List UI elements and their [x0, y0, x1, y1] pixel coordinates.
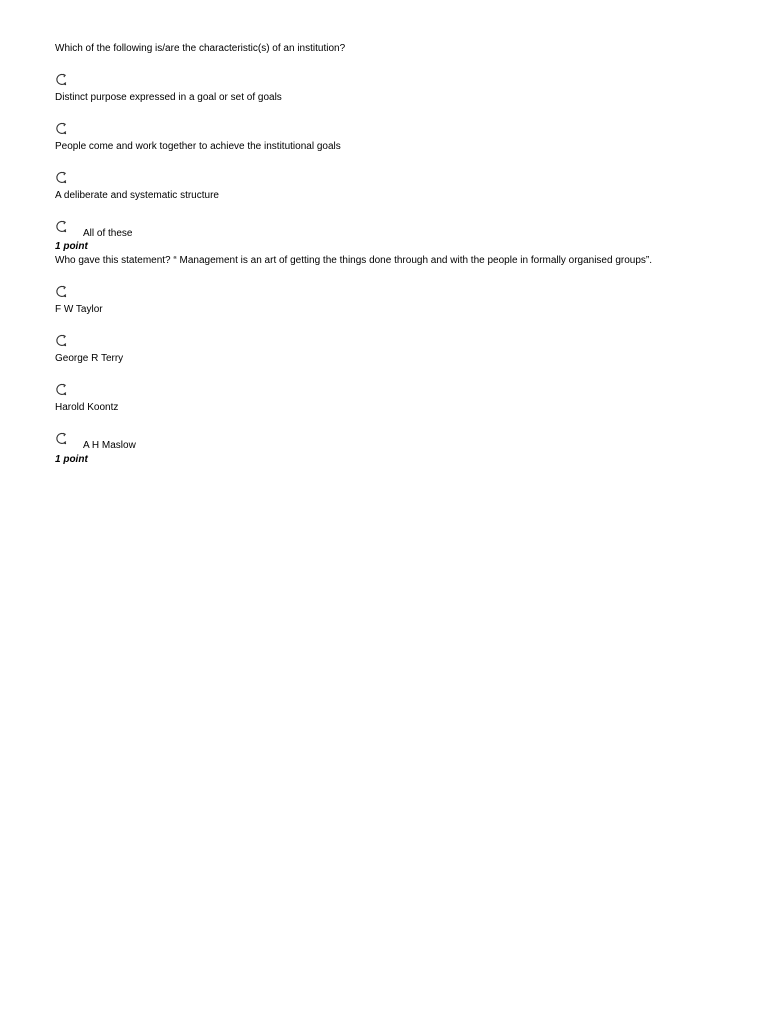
points-label: 1 point: [55, 454, 88, 465]
question-1-text: Which of the following is/are the characteristic(s) of an institution?: [55, 43, 346, 54]
points-label: 1 point: [55, 241, 88, 252]
option-2-4-label[interactable]: A H Maslow: [83, 440, 136, 451]
radio-button-icon[interactable]: [55, 285, 69, 299]
radio-button-icon[interactable]: [55, 432, 69, 446]
radio-button-icon[interactable]: [55, 171, 69, 185]
radio-button-icon[interactable]: [55, 383, 69, 397]
radio-button-icon[interactable]: [55, 334, 69, 348]
option-1-4-label[interactable]: All of these: [83, 228, 133, 239]
option-2-1-label[interactable]: F W Taylor: [55, 304, 103, 315]
option-1-1-label[interactable]: Distinct purpose expressed in a goal or set of goals: [55, 92, 282, 103]
radio-button-icon[interactable]: [55, 220, 69, 234]
option-2-2-label[interactable]: George R Terry: [55, 353, 124, 364]
radio-button-icon[interactable]: [55, 73, 69, 87]
radio-button-icon[interactable]: [55, 122, 69, 136]
option-2-3-label[interactable]: Harold Koontz: [55, 402, 119, 413]
question-2-text: Who gave this statement? “ Management is an art of getting the things done through and with the people in formally organised groups”.: [55, 255, 653, 266]
option-1-3-label[interactable]: A deliberate and systematic structure: [55, 190, 219, 201]
option-1-2-label[interactable]: People come and work together to achieve the institutional goals: [55, 141, 341, 152]
